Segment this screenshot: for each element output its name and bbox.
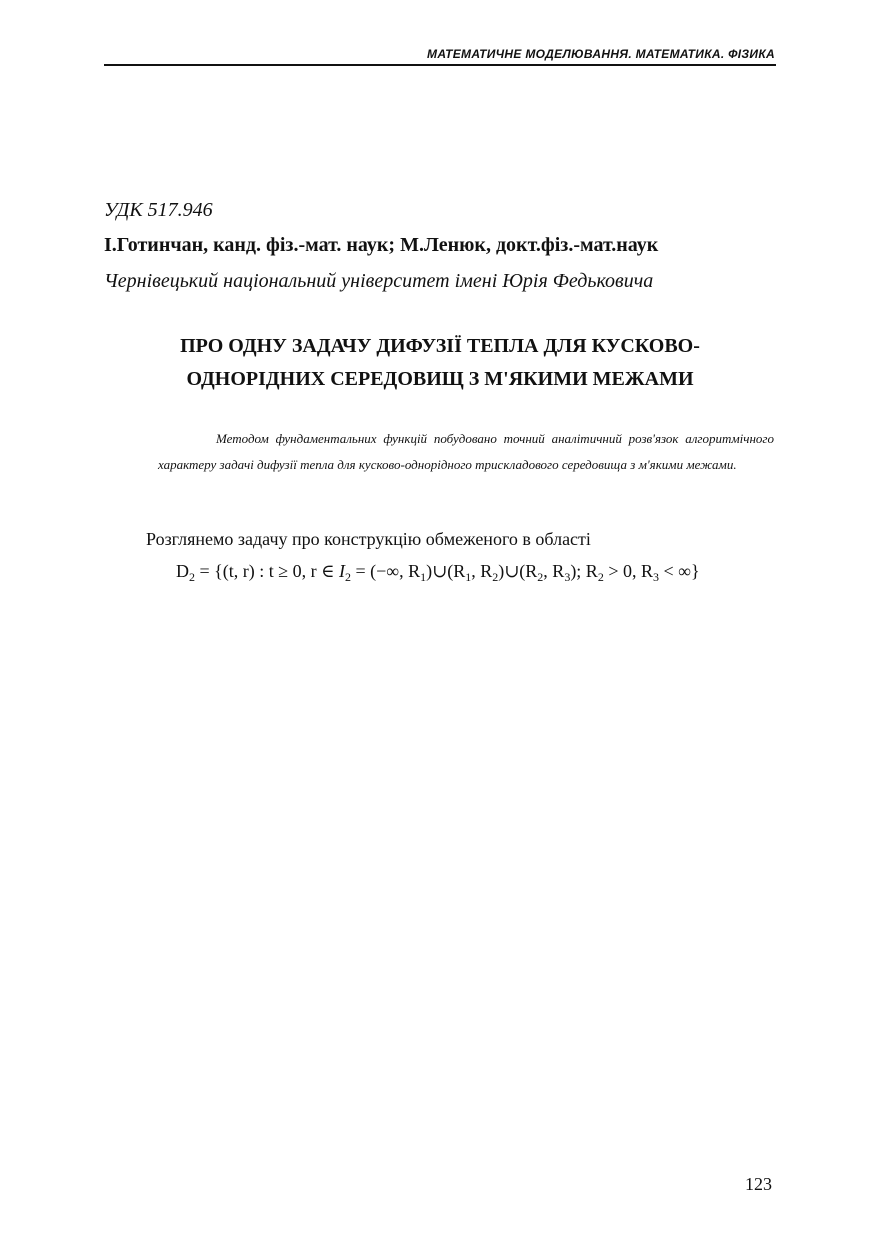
formula-sub: 2 xyxy=(189,570,195,584)
formula-d: D xyxy=(176,561,189,581)
running-header: МАТЕМАТИЧНЕ МОДЕЛЮВАННЯ. МАТЕМАТИКА. ФІЗИКА xyxy=(427,47,775,61)
formula-part: ); R xyxy=(570,561,598,581)
formula-sub: 1 xyxy=(465,570,472,584)
formula-part: )∪(R xyxy=(498,561,538,581)
formula-sub: 3 xyxy=(564,570,571,584)
formula-part: < ∞} xyxy=(659,561,700,581)
formula-part: )∪(R xyxy=(426,561,466,581)
affiliation: Чернівецький національний університет імені Юрія Федьковича xyxy=(104,270,654,292)
intro-text: Розглянемо задачу про конструкцію обмеженого в області xyxy=(146,529,591,549)
title-line-2: ОДНОРІДНИХ СЕРЕДОВИЩ З М'ЯКИМИ МЕЖАМИ xyxy=(186,368,694,390)
formula-sub: 2 xyxy=(537,570,544,584)
abstract: Методом фундаментальних функцій побудовано точний аналітичний розв'язок алгоритмічного характеру задачі дифузії тепла для кусково-однорідного трискладового середовища з м'якими межами. xyxy=(158,431,774,472)
formula-sub: 2 xyxy=(492,570,499,584)
formula-part: > 0, R xyxy=(603,561,653,581)
paper-title xyxy=(104,330,776,396)
formula-i: I xyxy=(338,561,345,581)
title-line-1: ПРО ОДНУ ЗАДАЧУ ДИФУЗІЇ ТЕПЛА ДЛЯ КУСКОВО- xyxy=(180,335,700,357)
formula-part: = {(t, r) : t ≥ 0, r ∈ xyxy=(195,561,339,581)
authors: І.Готинчан, канд. фіз.-мат. наук; М.Ленюк, докт.фіз.-мат.наук xyxy=(104,234,659,256)
formula-sub: 3 xyxy=(653,570,659,584)
formula-part: , R xyxy=(543,561,565,581)
formula-sub: 2 xyxy=(344,570,351,584)
udc-code: УДК 517.946 xyxy=(104,199,213,221)
formula-sub: 1 xyxy=(420,570,427,584)
header-rule xyxy=(104,64,776,66)
domain-formula xyxy=(176,561,700,585)
formula-part: , R xyxy=(471,561,493,581)
page-number: 123 xyxy=(745,1174,772,1194)
formula-sub: 2 xyxy=(597,570,604,584)
formula-part: = (−∞, R xyxy=(350,561,421,581)
